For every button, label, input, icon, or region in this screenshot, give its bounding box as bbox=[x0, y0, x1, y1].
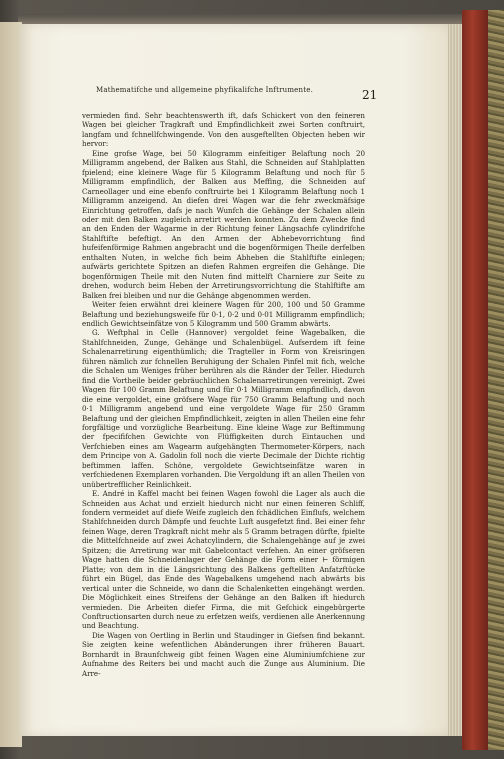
book-spine-band bbox=[462, 10, 488, 750]
paragraph: vermieden find. Sehr beachtenswerth ift, dafs Schickert von den feineren Wagen bei gleicher Tragkraft und Empfindlichkeit zwei Sorten conftruirt, langfam und fchnellfchwingende. Von den ausgeftellten Objecten heben wir hervor: bbox=[82, 111, 365, 149]
paragraph: Eine grofse Wage, bei 50 Kilogramm einfeitiger Belaftung noch 20 Milligramm angebend, der Balken aus Stahl, die Schneiden auf Stahlplatten fpielend; eine kleinere Wage für 5 Kilogramm Belaftung und noch für 5 Milligramm empfindlich, der Balken aus Meffing, die Schneiden auf Carneollager und eine ebenfo conftruirte bei 1 Kilogramm Belaftung noch 1 Milligramm anzeigend. An diefen drei Wagen war die fehr zweckmäfsige Einrichtung getroffen, dafs je nach Wunfch die Gehänge der Schalen allein oder mit den Balken zugleich arretirt werden konnten. Zu dem Zwecke find an den Enden der Wagarme in der Richtung feiner Längsachfe cylindrifche Stahlftifte befeftigt. An den Armen der Abhebevorrichtung find hufeifenförmige Rahmen angebracht und die bogenförmigen Theile derfelben enthalten Nuten, in welche fich beim Abheben die Stahlftifte einlegen; aufwärts gerichtete Spitzen an diefen Rahmen ergreifen die Gehänge. Die bogenförmigen Theile mit den Nuten find mittelft Charniere zur Seite zu drehen, wodurch beim Heben der Arretirungsvorrichtung die Stahlftifte am Balken frei bleiben und nur die Gehänge abgenommen werden. bbox=[82, 148, 365, 300]
paragraph: Weiter feien erwähnt drei kleinere Wagen für 200, 100 und 50 Gramme Belaftung und beziehungsweife für 0·1, 0·2 und 0·01 Milligramm empfindlich; endlich Gewichtseinfätze von 5 Kilogramm und 500 Gramm abwärts. bbox=[82, 300, 365, 328]
marbled-edge bbox=[488, 10, 504, 750]
previous-page-edge bbox=[0, 22, 22, 747]
body-text bbox=[82, 111, 365, 678]
paragraph: Die Wagen von Oertling in Berlin und Staudinger in Giefsen find bekannt. Sie zeigten keine wefentlichen Abänderungen ihrer früheren Bauart. Bornhardt in Braunfchweig gibt feinen Wagen eine Aluminiumfchiene zur Aufnahme des Reiters bei und macht auch die Zunge aus Aluminium. Die Arre- bbox=[82, 630, 365, 678]
paragraph: E. André in Kaffel macht bei feinen Wagen fowohl die Lager als auch die Schneiden aus Achat und erzielt hiedurch nicht nur einen feineren Schliff, fondern vermeidet auf diefe Weife zugleich den fchädlichen Einflufs, welchem Stahlfchneiden durch Dämpfe und feuchte Luft ausgefetzt find. Bei einer fehr feinen Wage, deren Tragkraft nicht mehr als 5 Gramm betragen dürfte, fpielte die Mittelfchneide auf zwei Achatcylindern, die Schalengehänge auf je zwei Spitzen; die Arretirung war mit Gabelcontact verfehen. An einer gröfseren Wage hatten die Schneidenlager der Gehänge die Form einer ⊢ förmigen Platte; von dem in die Längsrichtung des Balkens geftellten Anfatzftücke führt ein Bügel, das Ende des Wagebalkens umgehend nach abwärts bis vertical unter die Schneide, wo dann die Schalenketten eingehängt werden. Die Möglichkeit eines Streifens der Gehänge an den Balken ift hiedurch vermieden. Die Arbeiten diefer Firma, die mit Gefchick eingebürgerte Conftructionsarten durch neue zu erfetzen weifs, verdienen alle Anerkennung und Beachtung. bbox=[82, 489, 365, 631]
paragraph: G. Weftphal in Celle (Hannover) vergoldet feine Wagebalken, die Stahlfchneiden, Zunge, Gehänge und Schalenbügel. Aufserdem ift feine Schalenarretirung eigenthümlich; die Tragteller in Form von Kreisringen führen nämlich zur fchnellen Beruhigung der Schalen Pinfel mit fich, welche die Schalen um Weniges früher berühren als die Ränder der Teller. Hiedurch find die Vortheile beider gebräuchlichen Schalenarretirungen vereinigt. Zwei Wagen für 100 Gramm Belaftung und für 0·1 Milligramm empfindlich, davon die eine vergoldet, eine gröfsere Wage für 750 Gramm Belaftung und noch 0·1 Milligramm angebend und eine vergoldete Wage für 250 Gramm Belaftung und der gleichen Empfindlichkeit, zeigten in allen Theilen eine fehr forgfältige und vorzügliche Bearbeitung. Eine kleine Wage zur Beftimmung der fpecififchen Gewichte von Flüffigkeiten durch Eintauchen und Verfchieben eines am Wagearm aufgehängten Thermometer-Körpers, nach dem Principe von A. Gadolin foll noch die vierte Decimale der Dichte richtig beftimmen laffen. Schöne, vergoldete Gewichtseinfätze waren in verfchiedenen Exemplaren vorhanden. Die Vergoldung ift an allen Theilen von unübertrefflicher Reinlichkeit. bbox=[82, 328, 365, 489]
running-title: Mathematifche und allgemeine phyfikalifche Inftrumente. bbox=[96, 86, 314, 94]
page-number: 21 bbox=[362, 88, 378, 102]
